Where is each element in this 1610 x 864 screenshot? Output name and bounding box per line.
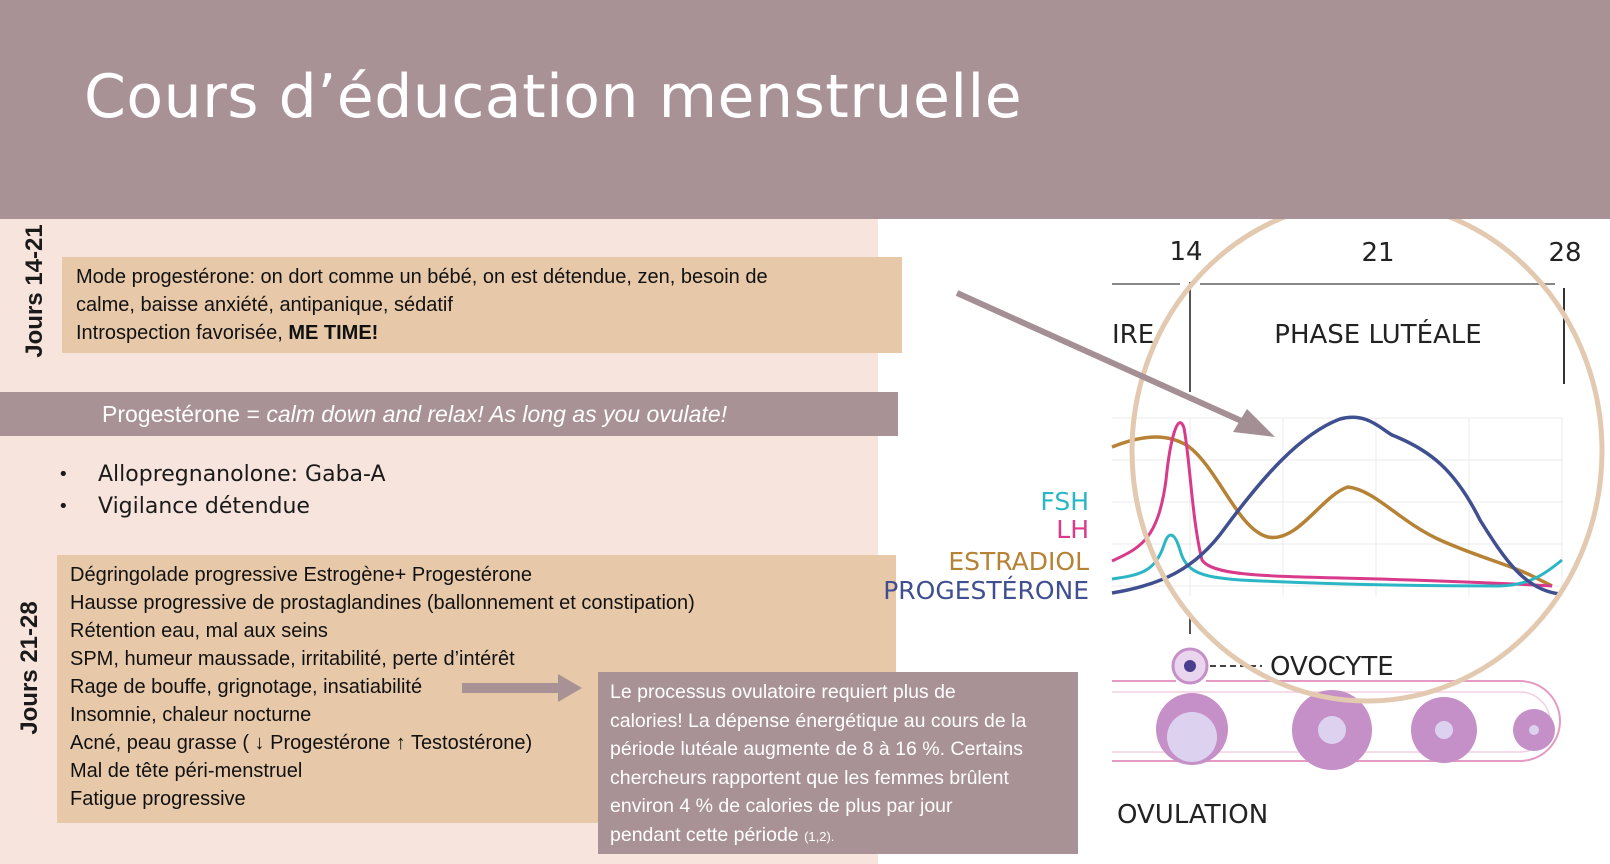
phase-luteal-label: PHASE LUTÉALE	[1274, 320, 1482, 350]
list-item	[58, 491, 386, 523]
note-arrow	[462, 674, 584, 702]
legend-estradiol: ESTRADIOL	[948, 547, 1089, 576]
section1-day-label: Jours 14-21	[21, 224, 48, 358]
day-label-14: 14	[1169, 237, 1203, 267]
note-line: chercheurs rapportent que les femmes brûlent	[610, 766, 1009, 789]
note-last-line: pendant cette période	[610, 823, 799, 846]
bullet-icon: •	[58, 496, 69, 517]
corpus-luteum-inner-icon	[1318, 716, 1346, 744]
page-title: Cours d’éducation menstruelle	[84, 62, 1023, 132]
bullet-icon: •	[58, 464, 69, 485]
symptom-line: Rétention eau, mal aux seins	[70, 620, 328, 642]
follicle-small-inner-icon	[1529, 725, 1539, 735]
note-citation: (1,2).	[804, 828, 835, 844]
day-label-21: 21	[1361, 238, 1395, 268]
progesterone-banner	[0, 392, 898, 436]
symptom-line: Fatigue progressive	[70, 788, 246, 810]
symptom-line: Hausse progressive de prostaglandines (ballonnement et constipation)	[70, 592, 695, 614]
progesterone-mode-line-1: Mode progestérone: on dort comme un bébé, on est détendue, zen, besoin de	[76, 266, 768, 288]
symptom-line: Mal de tête péri-menstruel	[70, 760, 303, 782]
legend-lh: LH	[1056, 515, 1089, 544]
list-item	[58, 459, 386, 491]
ovulation-label: OVULATION	[1117, 800, 1269, 830]
legend-progesterone: PROGESTÉRONE	[883, 576, 1089, 605]
note-arrow-shaft	[462, 683, 560, 693]
follicle-ruptured-inner-icon	[1167, 712, 1217, 762]
title-bar	[0, 0, 1610, 219]
pointer-arrow-shaft	[957, 293, 1246, 423]
day-label-28: 28	[1548, 238, 1582, 268]
estradiol-curve	[1112, 437, 1552, 586]
ovocyte-label: OVOCYTE	[1270, 652, 1394, 682]
symptom-line: Acné, peau grasse ( ↓ Progestérone ↑ Testostérone)	[70, 732, 533, 754]
introspection-text: Introspection favorisée,	[76, 322, 289, 344]
note-line: Le processus ovulatoire requiert plus de	[610, 681, 956, 703]
note-line: environ 4 % de calories de plus par jour	[610, 795, 953, 817]
banner-italic: calm down and relax! As long as you ovulate!	[266, 401, 727, 427]
hormone-cycle-diagram	[880, 219, 1610, 864]
legend-fsh: FSH	[1040, 487, 1089, 516]
bullet-list	[58, 459, 386, 523]
section2-day-label: Jours 21-28	[16, 601, 43, 735]
progesterone-mode-box	[62, 257, 902, 353]
bullet-text: Allopregnanolone: Gaba-A	[98, 462, 386, 487]
ovocyte-nucleus-icon	[1184, 660, 1196, 672]
symptom-line: Rage de bouffe, grignotage, insatiabilité	[70, 676, 423, 698]
symptom-line: Insomnie, chaleur nocturne	[70, 704, 312, 726]
pointer-arrow-head	[1233, 409, 1275, 437]
phase-follicular-fragment: IRE	[1112, 320, 1155, 350]
symptom-line: Dégringolade progressive Estrogène+ Progestérone	[70, 564, 532, 586]
me-time-text: ME TIME!	[288, 322, 379, 344]
note-line: période lutéale augmente de 8 à 16 %. Certains	[610, 738, 1024, 760]
progesterone-mode-line-3	[76, 319, 888, 347]
note-line: calories! La dépense énergétique au cours de la	[610, 709, 1027, 732]
progesterone-curve	[1112, 417, 1560, 594]
note-arrow-head	[558, 674, 582, 702]
banner-prefix: Progestérone =	[102, 401, 267, 427]
lh-curve	[1112, 423, 1552, 586]
bullet-text: Vigilance détendue	[98, 494, 310, 519]
follicle-medium-inner-icon	[1435, 721, 1453, 739]
progesterone-mode-line-2: calme, baisse anxiété, antipanique, sédatif	[76, 294, 453, 316]
symptom-line: SPM, humeur maussade, irritabilité, perte d’intérêt	[70, 648, 515, 670]
